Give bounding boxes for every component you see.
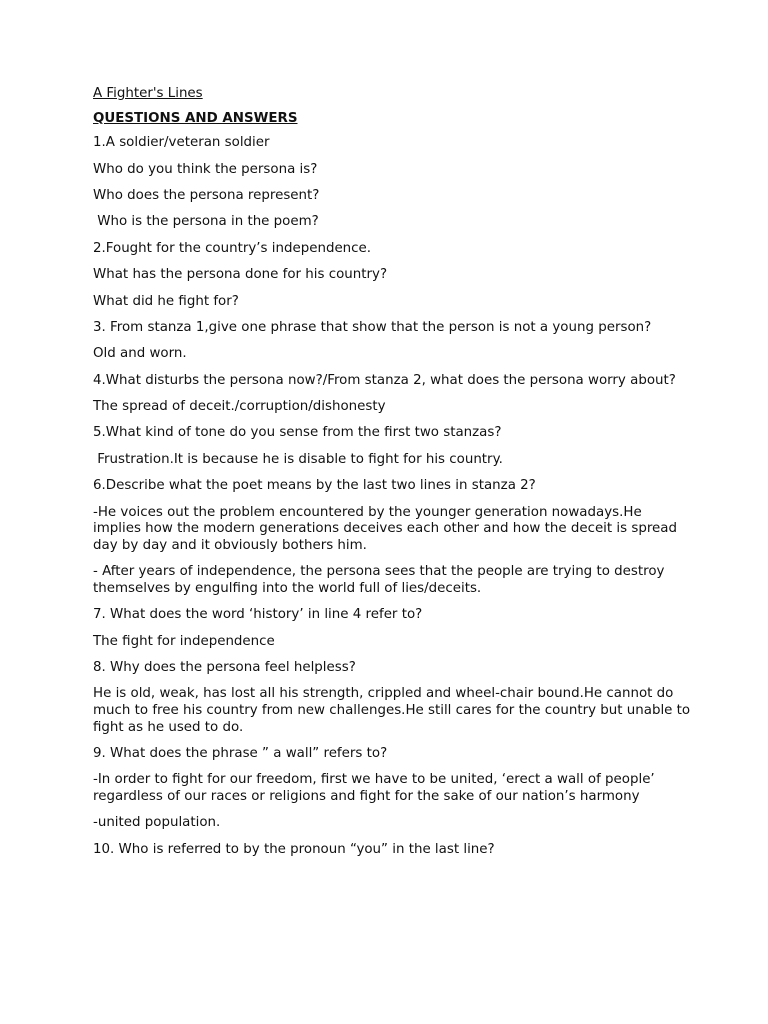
question-1c: Who is the persona in the poem?	[93, 214, 319, 230]
section-heading: QUESTIONS AND ANSWERS	[93, 110, 298, 126]
question-2a: What has the persona done for his country?	[93, 267, 388, 283]
document-page	[93, 86, 693, 868]
document-title: A Fighter's Lines	[93, 86, 203, 101]
question-9: 9. What does the phrase ” a wall” refers to?	[93, 745, 388, 761]
answer-5: Frustration.It is because he is disable to fight for his country.	[93, 451, 503, 467]
question-1a: Who do you think the persona is?	[93, 161, 318, 177]
question-7: 7. What does the word ‘history’ in line 4 refer to?	[93, 607, 423, 623]
answer-3: Old and worn.	[93, 346, 187, 362]
question-5: 5.What kind of tone do you sense from the first two stanzas?	[93, 425, 502, 441]
answer-4: The spread of deceit./corruption/dishonesty	[93, 399, 386, 415]
question-1b: Who does the persona represent?	[93, 187, 320, 203]
question-2b: What did he fight for?	[93, 293, 239, 309]
question-3: 3. From stanza 1,give one phrase that show that the person is not a young person?	[93, 319, 652, 335]
answer-9b: -united population.	[93, 815, 221, 831]
answer-6b: - After years of independence, the persona sees that the people are trying to destroy themselves by engulfing into the world full of lies/deceits.	[93, 564, 665, 596]
answer-9a: -In order to fight for our freedom, first we have to be united, ‘erect a wall of people’ regardless of our races or religions and fight for the sake of our nation’s harmony	[93, 772, 655, 804]
question-10: 10. Who is referred to by the pronoun “you” in the last line?	[93, 841, 495, 857]
answer-8: He is old, weak, has lost all his strength, crippled and wheel-chair bound.He cannot do much to free his country from new challenges.He still cares for the country but unable to fight as he used to do.	[93, 686, 691, 735]
answer-1: 1.A soldier/veteran soldier	[93, 135, 270, 151]
question-8: 8. Why does the persona feel helpless?	[93, 660, 356, 675]
question-4: 4.What disturbs the persona now?/From stanza 2, what does the persona worry about?	[93, 372, 676, 388]
answer-6a: -He voices out the problem encountered by the younger generation nowadays.He implies how the modern generations deceives each other and how the deceit is spread day by day and it obviously bothers him.	[93, 504, 677, 553]
answer-2: 2.Fought for the country’s independence.	[93, 240, 372, 256]
question-6: 6.Describe what the poet means by the last two lines in stanza 2?	[93, 478, 536, 494]
answer-7: The fight for independence	[93, 633, 275, 649]
